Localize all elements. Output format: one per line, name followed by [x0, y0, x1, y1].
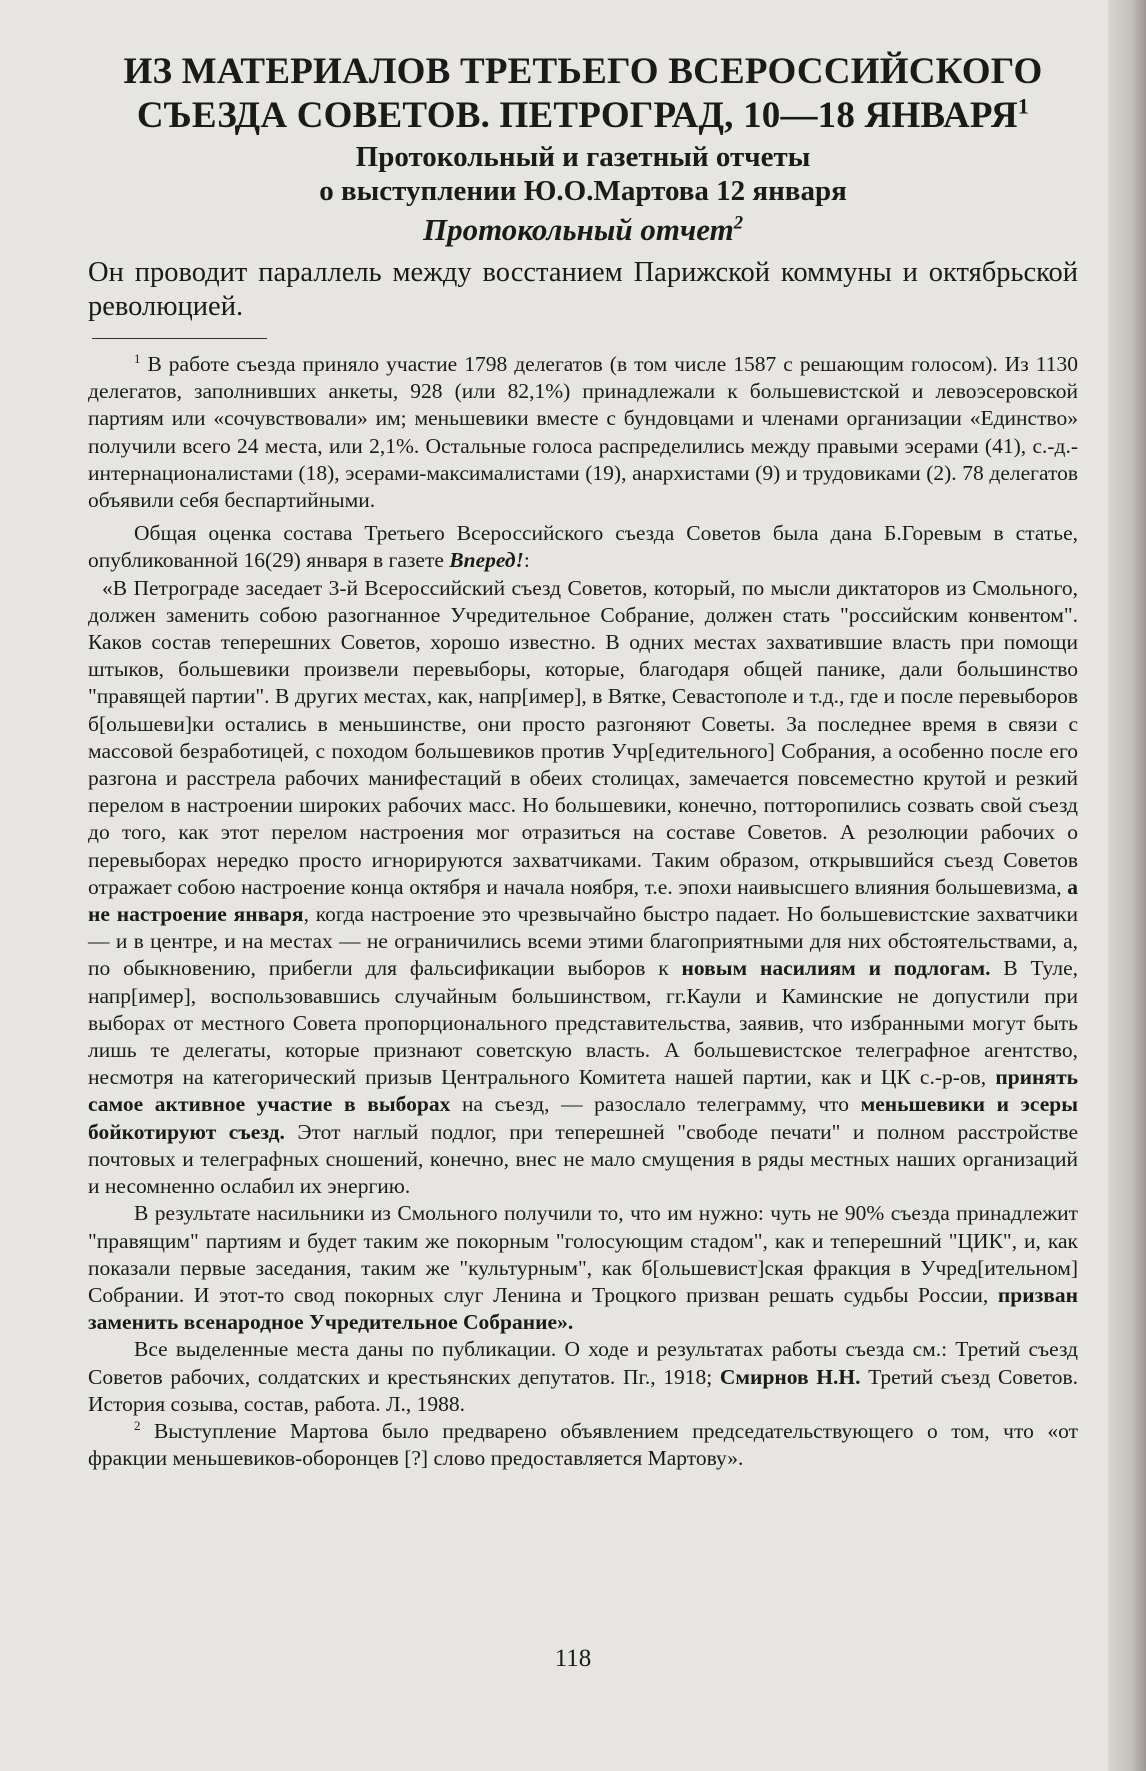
- quote-text: В Туле, напр[имер], воспользовавшись случайным большинством, гг.Каули и Каминские не допустили при выборах от местного Совета пропорционального представительства, заявив, что избранными могут быть лишь те делегаты, которые признают советскую власть. А большевистское телеграфное агентство, несмотря на категорический призыв Центрального Комитета нашей партии, как и ЦК с.-р-ов,: [88, 956, 1078, 1090]
- sources-paragraph: [88, 1336, 1078, 1418]
- newspaper-name: Вперед!: [449, 548, 524, 573]
- footnote-1: [88, 351, 1078, 514]
- footnote-ref-1[interactable]: 1: [1017, 93, 1030, 119]
- page-edge-shadow: [1108, 0, 1146, 1771]
- quote-emphasis: принять самое активное участие в выборах: [88, 1065, 1078, 1117]
- sources-text: Все выделенные места даны по публикации. О ходе и результатах работы съезда см.: Третий съезд Советов рабочих, солдатских и крестьянских депутатов. Пг., 1918;: [88, 1337, 1078, 1389]
- quote-end: ».: [557, 1310, 574, 1335]
- section-title: [88, 210, 1078, 250]
- subtitle-line-1: Протокольный и газетный отчеты: [355, 141, 811, 173]
- sources-author: Смирнов Н.Н.: [719, 1364, 861, 1389]
- footnote-1-mark: 1: [134, 351, 141, 366]
- main-paragraph: Он проводит параллель между восстанием Парижской коммуны и октябрьской революцией.: [88, 257, 1078, 322]
- quote-text: Этот наглый подлог, при теперешней "свободе печати" и полном расстройстве почтовых и телеграфных сношений, конечно, внес не мало смущения в ряды местных наших организаций и несомненно ослабил их энергию.: [88, 1119, 1078, 1199]
- chapter-title: [88, 50, 1078, 138]
- footnote-divider: [92, 338, 267, 339]
- sources-text: Третий съезд Советов. История созыва, состав, работа. Л., 1988.: [88, 1364, 1078, 1416]
- quote-paragraph-2: [88, 1200, 1078, 1336]
- quote-emphasis: новым насилиям и подлогам.: [681, 956, 991, 981]
- page-number: 118: [554, 1645, 592, 1672]
- title-line-1: ИЗ МАТЕРИАЛОВ ТРЕТЬЕГО ВСЕРОССИЙСКОГО: [123, 51, 1043, 92]
- footnote-ref-2[interactable]: 2: [733, 212, 743, 234]
- quote-text: на съезд, — разослало телеграмму, что: [450, 1092, 861, 1117]
- chapter-subtitle: [88, 140, 1078, 208]
- subtitle-line-2: о выступлении Ю.О.Мартова 12 января: [319, 175, 847, 207]
- footnote-2-mark: 2: [134, 1418, 141, 1433]
- assessment-paragraph: [88, 520, 1078, 574]
- quote-emphasis: меньшевики и эсеры бойкотируют съезд.: [88, 1092, 1078, 1144]
- quote-text: В результате насильники из Смольного получили то, что им нужно: чуть не 90% съезда принадлежит "правящим" партиям и будет таким же покорным "голосующим стадом", как и теперешний "ЦИК", и, как показали первые заседания, таким же "культурным", как б[ольшевист]ская фракция в Учред[ительном] Собрании. И этот-то свод покорных слуг Ленина и Троцкого призван решать судьбы России,: [88, 1201, 1078, 1307]
- title-line-2: СЪЕЗДА СОВЕТОВ. ПЕТРОГРАД, 10—18 ЯНВАРЯ: [136, 95, 1018, 136]
- assessment-end: :: [523, 548, 530, 573]
- footnote-2-text: Выступление Мартова было предварено объявлением председательствующего о том, что «от фракции меньшевиков-оборонцев [?] слово предоставляется Мартову».: [88, 1418, 1078, 1471]
- assessment-text: Общая оценка состава Третьего Всероссийского съезда Советов была дана Б.Горевым в статье, опубликованной 16(29) января в газете: [88, 521, 1078, 573]
- quote-emphasis: призван заменить всенародное Учредительное Собрание: [88, 1282, 1078, 1335]
- quote-text: «В Петрограде заседает 3-й Всероссийский съезд Советов, который, по мысли диктаторов из Смольного, должен заменить собою разогнанное Учредительное Собрание, должен стать "российским конвентом". Каков состав теперешних Советов, хорошо известно. В одних местах захватившие власть при помощи штыков, большевики произвели перевыборы, которые, благодаря общей панике, дали большинство "правящей партии". В других местах, как, напр[имер], в Вятке, Севастополе и т.д., где и после перевыборов б[ольшеви]ки остались в меньшинстве, они просто разгоняют Советы. За последнее время в связи с массовой безработицей, с походом большевиков против Учр[едительного] Собрания, а особенно после его разгона и расстрела рабочих манифестаций в обеих столицах, замечается повсеместно крутой и резкий перелом в настроении широких рабочих масс. Но большевики, конечно, потторопились созвать свой съезд до того, как этот перелом настроения мог отразиться на составе Советов. А резолюции рабочих о перевыборах нередко просто игнорируются захватчиками. Таким образом, открывшийся съезд Советов отражает собою настроение конца октября и начала ноября, т.е. эпохи наивысшего влияния большевизма,: [88, 575, 1078, 899]
- footnote-2: [88, 1418, 1078, 1472]
- quote-emphasis: а не настроение января: [88, 874, 1078, 927]
- page-content: [88, 50, 1078, 1472]
- quote-text: , когда настроение это чрезвычайно быстро падает. Но большевистские захватчики — и в центре, и на местах — не ограничились всеми этими благоприятными для них обстоятельствами, а, по обыкновению, прибегли для фальсификации выборов к: [88, 902, 1078, 981]
- section-title-text: Протокольный отчет: [422, 212, 734, 247]
- quote-paragraph-1: [88, 575, 1078, 1201]
- footnote-1-text: В работе съезда приняло участие 1798 делегатов (в том числе 1587 с решающим голосом). Из 1130 делегатов, заполнивших анкеты, 928 (или 82,1%) принадлежали к большевистской и левоэсеровской партиям или «сочувствовали» им; меньшевики вместе с бундовцами и членами организации «Единство» получили всего 24 места, или 2,1%. Остальные голоса распределились между правыми эсерами (41), с.-д.-интернационалистами (18), эсерами-максималистами (19), анархистами (9) и трудовиками (2). 78 делегатов объявили себя беспартийными.: [88, 352, 1078, 513]
